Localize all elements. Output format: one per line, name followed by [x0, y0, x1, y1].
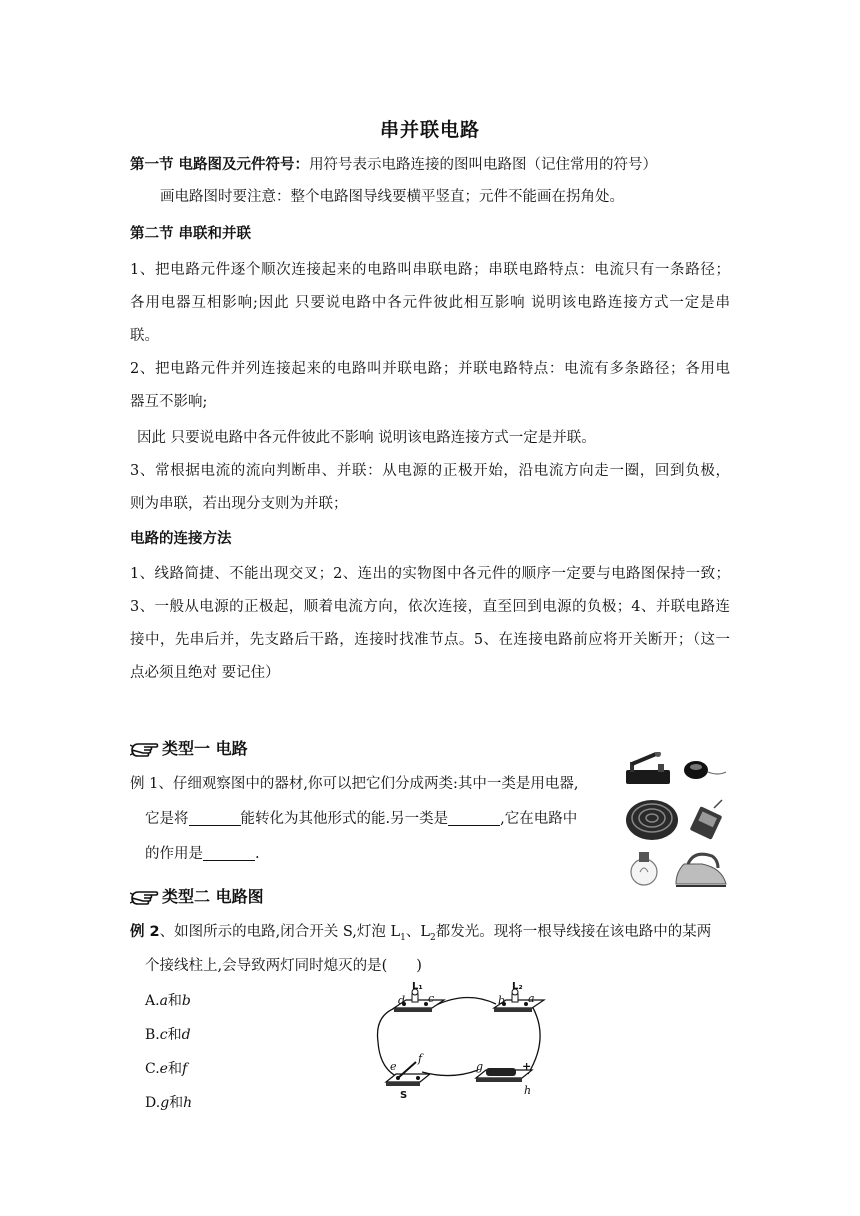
option-label: C. — [145, 1061, 160, 1077]
section3-heading: 电路的连接方法 — [130, 531, 232, 547]
battery-box-image — [690, 800, 723, 840]
answer-blank-2[interactable] — [448, 811, 500, 826]
label-l1: L₁ — [412, 982, 423, 992]
section2-p1-line2: 各用电器互相影响;因此 只要说电路中各元件彼此相互影响 说明该电路连接方式一定是串 — [130, 295, 730, 311]
option-d[interactable] — [145, 1092, 192, 1112]
label-b: b — [498, 994, 506, 1007]
option-and: 和 — [167, 1061, 182, 1077]
label-l2: L₂ — [512, 982, 523, 992]
type1-heading-row — [130, 736, 248, 762]
answer-blank-1[interactable] — [189, 811, 241, 826]
label-f: f — [418, 1052, 423, 1065]
section2-p2-line1: 2、把电路元件并列连接起来的电路叫并联电路；并联电路特点：电流有多条路径；各用电 — [130, 361, 730, 377]
type1-example-line1: 例 1、仔细观察图中的器材,你可以把它们分成两类:其中一类是用电器, — [130, 776, 579, 792]
option-term-1: c — [159, 1027, 168, 1043]
label-d: d — [398, 994, 406, 1007]
option-term-2: b — [181, 993, 191, 1009]
section2-p1-line3: 联。 — [130, 328, 159, 344]
buzzer-image — [684, 761, 726, 779]
page-title: 串并联电路 — [379, 119, 480, 141]
option-label: B. — [145, 1027, 160, 1043]
equipment-illustration — [622, 752, 734, 894]
answer-blank-3[interactable] — [203, 846, 255, 861]
type2-heading: 类型二 电路图 — [162, 887, 264, 906]
pointing-hand-icon — [130, 738, 160, 760]
type2-example-line2: 个接线柱上,会导致两灯同时熄灭的是( ) — [145, 958, 422, 974]
option-label: D. — [145, 1095, 161, 1111]
type2-heading-row — [130, 884, 264, 910]
type1-text-a: 它是将 — [145, 811, 189, 827]
option-term-2: f — [181, 1061, 188, 1077]
option-and: 和 — [167, 1027, 182, 1043]
option-and: 和 — [169, 1095, 184, 1111]
type1-text-b: 能转化为其他形式的能.另一类是 — [240, 811, 449, 827]
section2-p1-line1: 1、把电路元件逐个顺次连接起来的电路叫串联电路；串联电路特点：电流只有一条路径； — [130, 262, 730, 278]
label-g: g — [476, 1060, 484, 1073]
type2-text-b: 、L — [405, 924, 430, 940]
option-c[interactable] — [145, 1058, 187, 1078]
section2-p2-line2: 器互不影响; — [130, 394, 208, 410]
option-term-1: e — [159, 1061, 168, 1077]
option-label: A. — [145, 993, 160, 1009]
option-term-1: g — [160, 1095, 170, 1111]
light-bulb-image — [631, 852, 657, 885]
type1-text-d: 的作用是 — [145, 846, 203, 862]
option-b[interactable] — [145, 1024, 191, 1044]
label-plus: + — [522, 1060, 532, 1073]
option-term-2: d — [181, 1027, 191, 1043]
section1-note: 画电路图时要注意：整个电路图导线要横平竖直；元件不能画在拐角处。 — [160, 189, 624, 205]
section3-line4: 点必须且绝对 要记住） — [130, 665, 280, 681]
type2-text-c: 都发光。现将一根导线接在该电路中的某两 — [435, 924, 712, 940]
type2-text-a: 、如图所示的电路,闭合开关 S,灯泡 L — [159, 924, 401, 940]
type1-heading: 类型一 电路 — [162, 739, 248, 758]
label-e: e — [390, 1060, 397, 1073]
knife-switch-image — [626, 752, 670, 784]
label-a: a — [528, 992, 535, 1005]
section2-p3-line2: 则为串联，若出现分支则为并联； — [130, 496, 348, 512]
section3-line3: 接中，先串后并，先支路后干路，连接时找准节点。5、在连接电路前应将开关断开；（这一 — [130, 632, 730, 648]
section1-heading: 第一节 电路图及元件符号： — [130, 157, 310, 173]
type1-text-e: . — [255, 846, 260, 862]
section2-p2-line3: 因此 只要说电路中各元件彼此不影响 说明该电路连接方式一定是并联。 — [137, 430, 596, 446]
pointing-hand-icon — [130, 886, 160, 908]
option-a[interactable] — [145, 990, 191, 1010]
section1-text: 用符号表示电路连接的图叫电路图（记住常用的符号） — [309, 157, 658, 173]
section2-heading: 第二节 串联和并联 — [130, 226, 252, 242]
type2-example-label: 例 2 — [130, 924, 160, 940]
label-h: h — [524, 1084, 532, 1097]
type2-example-line1 — [130, 921, 730, 949]
electric-iron-image — [676, 854, 726, 886]
option-term-1: a — [159, 993, 168, 1009]
hot-plate-image — [626, 800, 678, 840]
option-and: 和 — [167, 993, 182, 1009]
section3-line2: 3、一般从电源的正极起，顺着电流方向，依次连接，直至回到电源的负极；4、并联电路连 — [130, 599, 730, 615]
type2-sub2: 2 — [430, 932, 436, 943]
option-term-2: h — [183, 1095, 193, 1111]
section3-line1: 1、线路简捷、不能出现交叉；2、连出的实物图中各元件的顺序一定要与电路图保持一致； — [130, 566, 730, 582]
type2-sub1: 1 — [400, 932, 406, 943]
type1-text-c: ,它在电路中 — [500, 811, 578, 827]
section1-line — [130, 154, 730, 176]
label-s: S — [400, 1090, 408, 1100]
label-c: c — [428, 992, 435, 1005]
circuit-diagram — [372, 982, 552, 1100]
section2-p3-line1: 3、常根据电流的流向判断串、并联：从电源的正极开始，沿电流方向走一圈，回到负极， — [130, 463, 730, 479]
